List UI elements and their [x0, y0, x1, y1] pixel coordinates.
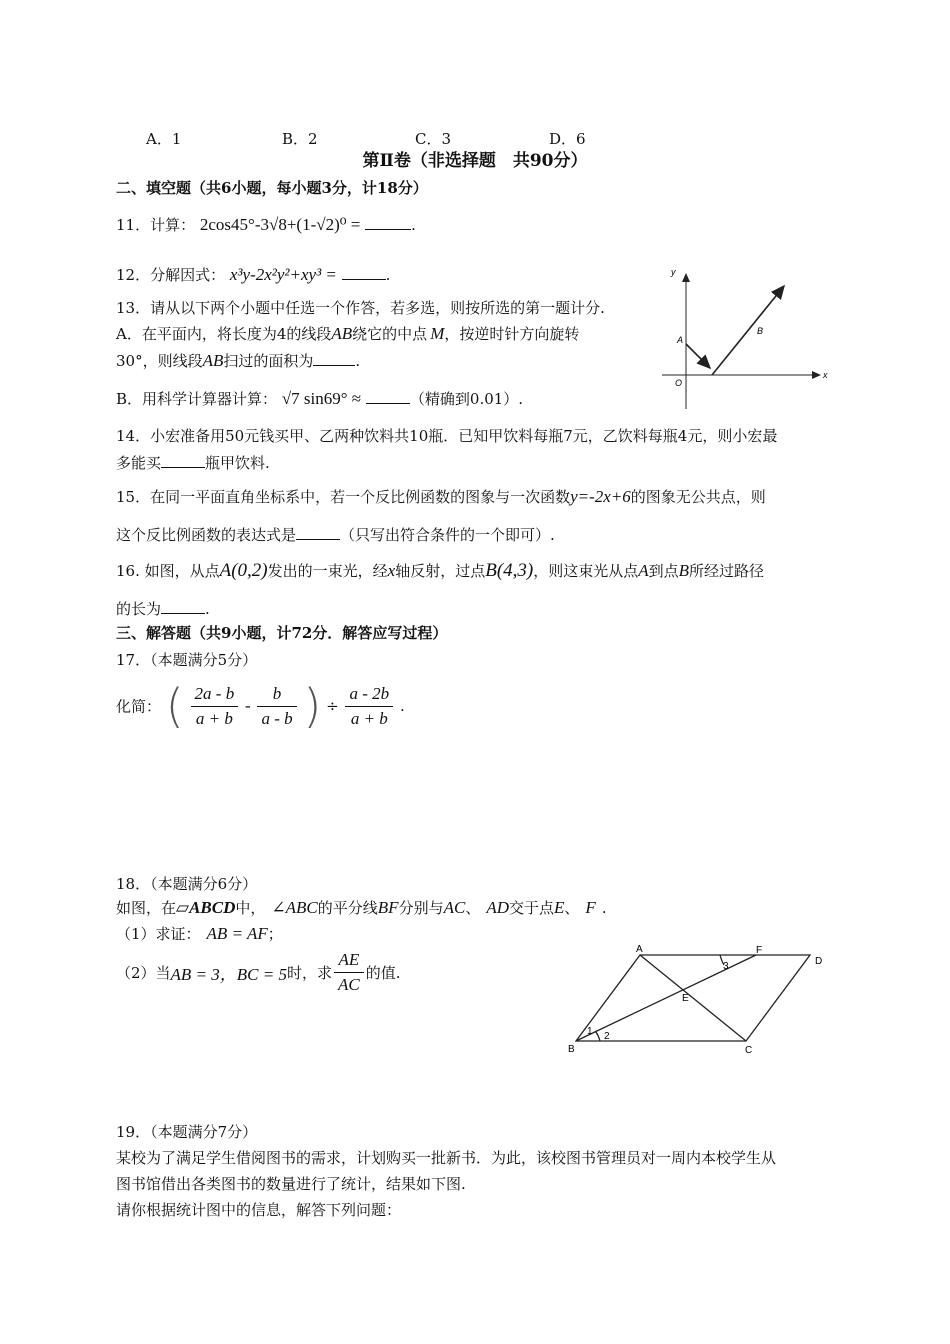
q15-line2-pre: 这个反比例函数的表达式是 — [116, 526, 297, 544]
q17-expression — [116, 679, 405, 733]
q18-part2-expr: AB = 3，BC = 5 — [170, 965, 287, 984]
q18-b: 中， — [235, 899, 266, 917]
q16-d: ，则这束光从点 — [533, 562, 639, 580]
q18-f: F — [585, 898, 596, 917]
angle-mark-1 — [595, 1031, 600, 1041]
q17-fraction-3 — [345, 684, 393, 729]
q16-axis: x — [387, 561, 396, 580]
q12-blank — [342, 264, 386, 280]
q13-a-line2 — [116, 350, 360, 371]
q13-a-blank — [313, 350, 355, 366]
q15-line2 — [116, 524, 555, 545]
q13-a-line1 — [116, 324, 579, 344]
q16-line2-end: . — [205, 600, 210, 618]
q19-label: 19．（本题满分7分） — [116, 1123, 258, 1141]
q13-a2-ab: AB — [202, 351, 224, 370]
q16-c: 轴反射，过点 — [395, 562, 486, 580]
q13-b-pre: B．用科学计算器计算： — [116, 390, 278, 408]
q18-frac-num: AE — [334, 950, 364, 973]
fig1-point-b: B — [757, 326, 764, 336]
q18-sep2: 、 — [564, 899, 580, 917]
q18-part2-mid: 时，求 — [286, 964, 332, 982]
q12-expr: x³y-2x²y²+xy³ = — [229, 265, 337, 284]
q13-a2-pre: 30°，则线段 — [116, 352, 203, 370]
q16-line2 — [116, 598, 210, 619]
q18-parallelogram: ▱ABCD — [176, 898, 236, 917]
q16-f: 所经过路径 — [689, 562, 765, 580]
fig2-point-b: B — [568, 1044, 575, 1055]
option-d: D．6 — [549, 130, 586, 148]
q16-line1 — [116, 561, 764, 581]
q18-c: 的平分线 — [317, 899, 378, 917]
q16-to: B — [678, 561, 690, 580]
option-a: A．1 — [146, 130, 182, 148]
q17-fraction-1 — [191, 684, 239, 729]
q16-blank — [161, 598, 205, 614]
q18-part2-pre: （2）当 — [116, 964, 171, 982]
fig2-angle-1: 1 — [587, 1026, 593, 1037]
fig2-angle-2: 2 — [604, 1031, 610, 1042]
q16-e: 到点 — [648, 562, 679, 580]
section3-heading: 三、解答题（共9小题，计72分．解答应写过程） — [116, 624, 448, 642]
q14-blank — [161, 452, 205, 468]
q17-prompt: 化简： — [116, 697, 162, 716]
q14-line2 — [116, 452, 270, 473]
q18-part1-pre: （1）求证： — [116, 925, 201, 943]
fig2-point-e: E — [682, 993, 689, 1004]
q18-line1-end: . — [601, 899, 607, 917]
q16-a: 16. 如图，从点 — [116, 562, 220, 580]
q13-b — [116, 388, 523, 409]
fig2-point-d: D — [815, 956, 823, 967]
q11-end: . — [411, 216, 416, 234]
q13-b-expr: √7 sin69° ≈ — [281, 389, 362, 408]
q17-f2-den: a - b — [261, 708, 293, 728]
q16-b: 发出的一束光，经 — [267, 562, 388, 580]
q11-blank — [365, 214, 411, 230]
q17-fraction-2 — [257, 684, 296, 729]
q13-a2-post: 扫过的面积为 — [223, 352, 314, 370]
parallelogram-figure — [560, 940, 840, 1060]
q13-a1-post: ，按逆时针方向旋转 — [444, 325, 580, 343]
fig2-point-f: F — [756, 945, 763, 956]
fig1-point-a: A — [677, 335, 684, 345]
q18-d: 分别与 — [398, 899, 444, 917]
q17-f3-num: a - 2b — [345, 684, 393, 707]
reflected-ray — [712, 286, 784, 375]
q17-f2-num: b — [257, 684, 296, 707]
q11 — [116, 214, 416, 235]
q13-b-blank — [366, 388, 410, 404]
q17-minus: - — [244, 696, 251, 715]
q11-expr: 2cos45°-3√8+(1-√2)⁰ = — [199, 215, 361, 234]
q18-a: 如图，在 — [116, 899, 177, 917]
q18-part1 — [116, 924, 283, 944]
q17-f1-num: 2a - b — [191, 684, 239, 707]
q17-right-paren: ) — [303, 679, 322, 733]
fig1-x-label: x — [823, 370, 828, 380]
q16-line2-pre: 的长为 — [116, 600, 162, 618]
q13-a1-ab: AB — [331, 324, 353, 343]
q15-line1-post: 的图象无公共点，则 — [630, 488, 766, 506]
part2-title: 第Ⅱ卷（非选择题 共90分） — [362, 151, 588, 171]
q18-part2 — [116, 950, 401, 995]
option-b: B．2 — [282, 130, 318, 148]
q18-part1-end: ； — [267, 925, 283, 943]
q18-part2-end: 的值. — [365, 964, 401, 982]
q16-from: A — [638, 561, 649, 580]
q12-end: . — [385, 266, 391, 284]
q18-line1 — [116, 898, 607, 918]
q17-f1-den: a + b — [195, 708, 233, 728]
fig2-point-a: A — [636, 944, 643, 955]
q18-fraction — [334, 950, 364, 995]
q18-ad: AD — [486, 898, 509, 917]
q14-line1: 14．小宏准备用50元钱买甲、乙两种饮料共10瓶．已知甲饮料每瓶7元，乙饮料每瓶4元，则小宏最 — [116, 427, 778, 445]
q12 — [116, 264, 390, 285]
option-c: C．3 — [415, 130, 452, 148]
q14-line2-post: 瓶甲饮料. — [205, 454, 270, 472]
q13-b-post: （精确到0.01）. — [409, 390, 524, 408]
q15-line2-post: （只写出符合条件的一个即可）. — [340, 526, 555, 544]
q19-line2: 图书馆借出各类图书的数量进行了统计，结果如下图. — [116, 1175, 466, 1193]
q14-line2-pre: 多能买 — [116, 454, 162, 472]
section2-heading: 二、填空题（共6小题，每小题3分，计18分） — [116, 179, 428, 197]
q17-divide: ÷ — [326, 697, 339, 715]
q13-a2-end: . — [355, 352, 361, 370]
q15-line1 — [116, 487, 766, 507]
reflection-figure — [660, 264, 832, 412]
q18-part1-expr: AB = AF — [206, 924, 268, 943]
q12-label: 12．分解因式： — [116, 266, 226, 284]
q18-angle: ∠ABC — [271, 898, 318, 917]
q11-label: 11．计算： — [116, 216, 196, 234]
q19-line3: 请你根据统计图中的信息，解答下列问题： — [116, 1201, 402, 1219]
q15-line1-pre: 15．在同一平面直角坐标系中，若一个反比例函数的图象与一次函数 — [116, 488, 571, 506]
q17-f3-den: a + b — [350, 708, 388, 728]
incident-ray — [686, 344, 710, 368]
fig2-point-c: C — [745, 1045, 753, 1056]
q18-e-text: 交于点 — [509, 899, 555, 917]
q18-bf: BF — [377, 898, 399, 917]
q18-sep1: 、 — [465, 899, 481, 917]
q18-e: E — [554, 898, 565, 917]
q17-label: 17．（本题满分5分） — [116, 651, 258, 669]
q13-intro: 13．请从以下两个小题中任选一个作答，若多选，则按所选的第一题计分. — [116, 299, 605, 317]
q18-ac: AC — [443, 898, 466, 917]
q18-frac-den: AC — [338, 975, 360, 994]
q13-a1-m: M — [430, 324, 445, 343]
q18-label: 18．（本题满分6分） — [116, 875, 258, 893]
bisector-bf — [576, 955, 756, 1041]
q16-point-b: B(4,3) — [485, 560, 534, 581]
fig2-angle-3: 3 — [723, 961, 729, 972]
q13-a1-pre: A．在平面内，将长度为4的线段 — [116, 325, 332, 343]
q17-left-paren: ( — [165, 679, 184, 733]
q13-a1-mid: 绕它的中点 — [352, 325, 428, 343]
q19-line1: 某校为了满足学生借阅图书的需求，计划购买一批新书．为此，该校图书管理员对一周内本校学生从 — [116, 1149, 777, 1167]
q15-expr: y=-2x+6 — [570, 487, 631, 506]
q16-point-a: A(0,2) — [219, 560, 268, 581]
q15-blank — [296, 524, 340, 540]
q17-end: . — [399, 697, 405, 715]
fig1-origin-label: O — [675, 378, 683, 388]
fig1-y-label: y — [671, 267, 676, 277]
